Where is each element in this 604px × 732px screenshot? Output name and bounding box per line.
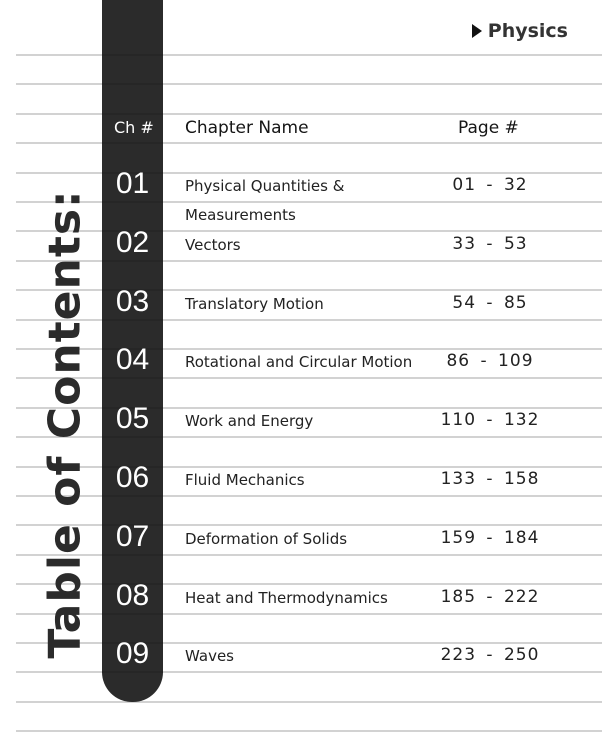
chapter-name: Translatory Motion <box>185 295 324 313</box>
ruled-line <box>102 83 163 85</box>
header-page-number: Page # <box>458 118 519 138</box>
page-range: 54 - 85 <box>452 293 528 313</box>
header-chapter-name: Chapter Name <box>185 118 309 138</box>
ruled-line <box>102 377 163 379</box>
chapter-name: Work and Energy <box>185 412 314 430</box>
chapter-number: 04 <box>115 343 150 376</box>
chapter-name: Fluid Mechanics <box>185 471 305 489</box>
play-triangle-icon <box>472 24 482 38</box>
ruled-line <box>102 671 163 673</box>
ruled-line <box>102 495 163 497</box>
page-range: 01 - 32 <box>452 175 528 195</box>
chapter-number: 07 <box>115 520 150 553</box>
page-range: 159 - 184 <box>440 528 540 548</box>
ruled-line <box>16 701 602 703</box>
chapter-name: Heat and Thermodynamics <box>185 589 388 607</box>
chapter-name: Rotational and Circular Motion <box>185 353 413 371</box>
ruled-line <box>102 201 163 203</box>
page-range: 223 - 250 <box>440 645 540 665</box>
chapter-number: 03 <box>115 285 150 318</box>
subject-name: Physics <box>487 20 568 42</box>
ruled-line <box>102 436 163 438</box>
chapter-number: 06 <box>115 461 150 494</box>
ruled-line <box>102 113 163 115</box>
chapter-number: 02 <box>115 226 150 259</box>
page-range: 185 - 222 <box>440 587 540 607</box>
ruled-line <box>102 54 163 56</box>
page-range: 86 - 109 <box>446 351 534 371</box>
page-title: Table of Contents: <box>39 189 91 659</box>
chapter-number: 08 <box>115 579 150 612</box>
chapter-name: Vectors <box>185 236 241 254</box>
ruled-line <box>102 260 163 262</box>
page-range: 133 - 158 <box>440 469 540 489</box>
chapter-name: Physical Quantities & Measurements <box>185 177 345 225</box>
ruled-line <box>102 613 163 615</box>
page-range: 33 - 53 <box>452 234 528 254</box>
chapter-number: 09 <box>115 637 150 670</box>
ruled-line <box>102 142 163 144</box>
ruled-line <box>102 554 163 556</box>
chapter-name: Deformation of Solids <box>185 530 348 548</box>
subject-label <box>472 20 568 42</box>
page-range: 110 - 132 <box>440 410 540 430</box>
ruled-line <box>102 319 163 321</box>
header-chapter-number: Ch # <box>114 118 154 137</box>
chapter-number: 05 <box>115 402 150 435</box>
chapter-number: 01 <box>115 167 150 200</box>
chapter-name: Waves <box>185 647 234 665</box>
